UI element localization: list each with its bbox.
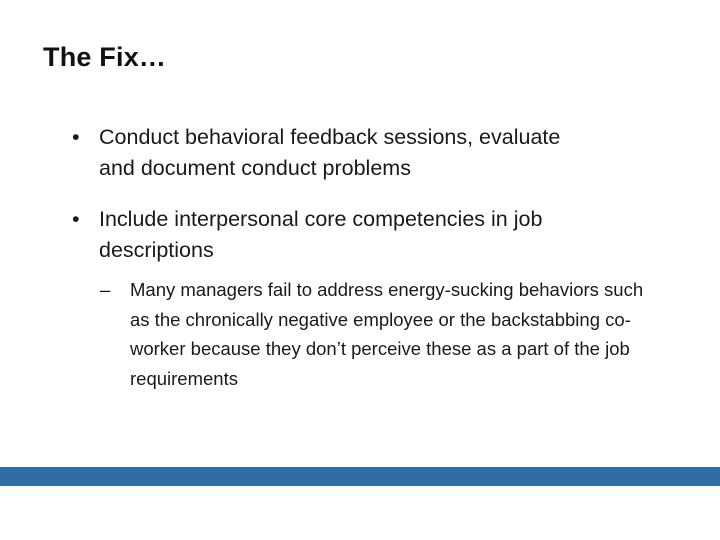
bullet-marker: • (72, 207, 80, 231)
sub-bullet-marker: – (100, 279, 111, 300)
sub-bullet-text: Many managers fail to address energy-sucking behaviors such as the chronically negative employee or the backstabbing co-worker because they don’t perceive these as a part of the job requirements (130, 279, 644, 389)
slide-title: The Fix… (43, 42, 167, 72)
bullet-list (72, 122, 682, 413)
bullet-item (72, 122, 682, 184)
footer-bar (0, 467, 720, 486)
bullet-text: Conduct behavioral feedback sessions, evaluate and document conduct problems (99, 125, 561, 180)
bullet-item (72, 204, 682, 393)
sub-bullet-item (100, 275, 682, 393)
bullet-text: Include interpersonal core competencies in job descriptions (99, 207, 543, 262)
bullet-marker: • (72, 125, 80, 149)
